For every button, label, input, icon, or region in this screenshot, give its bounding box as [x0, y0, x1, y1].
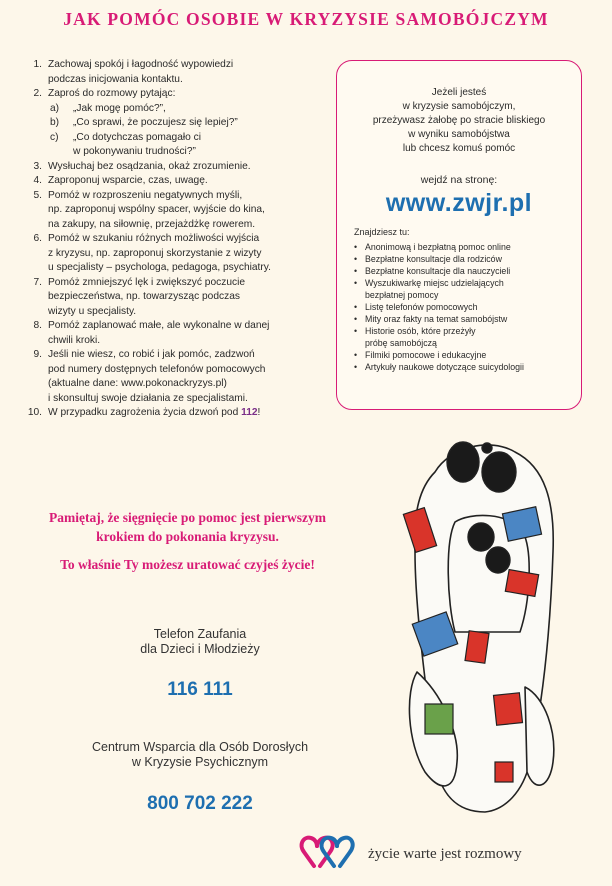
resource-item: • Bezpłatne konsultacje dla nauczycieli — [354, 265, 574, 277]
list-item — [26, 58, 326, 87]
intro-line: w wyniku samobójstwa — [408, 129, 510, 140]
step-number: 2. — [33, 88, 42, 99]
list-item — [26, 348, 326, 406]
step-text: podczas inicjowania kontaktu. — [48, 73, 183, 85]
remember-message: Pamiętaj, że sięgnięcie po pomoc jest pierwszym krokiem do pokonania kryzysu. — [48, 510, 327, 544]
step-text: np. zaproponuj wspólny spacer, wyjście do kina, — [48, 204, 265, 215]
box-intro — [337, 86, 581, 156]
step-number: 7. — [33, 276, 42, 288]
intro-line: przeżywasz żałobę po stracie bliskiego — [372, 115, 546, 126]
phone1-name: Telefon Zaufania dla Dzieci i Młodzieży — [140, 627, 260, 656]
step-text: u specjalisty – psychologa, pedagoga, psychiatry. — [48, 262, 271, 273]
help-steps-list — [26, 58, 326, 421]
step-text: Zaproś do rozmowy pytając: — [48, 88, 176, 99]
phone1-number[interactable]: 116 111 — [167, 679, 233, 700]
hugging-figures-illustration — [395, 432, 567, 820]
find-label: Znajdziesz tu: — [354, 227, 410, 237]
list-item — [26, 319, 326, 348]
list-item — [26, 174, 326, 189]
intro-line: lub chcesz komuś pomóc — [402, 143, 516, 154]
step-subitem: w pokonywaniu trudności?” — [73, 146, 196, 157]
list-item — [26, 87, 326, 160]
step-text: Zachowaj spokój i łagodność wypowiedzi — [48, 59, 234, 70]
resource-item: • Bezpłatne konsultacje dla rodziców — [354, 253, 574, 265]
step-subitem: a) „Jak mogę pomóc?”, — [48, 102, 326, 117]
intro-line: Jeżeli jesteś — [431, 87, 487, 98]
step-text: z kryzysu, np. zaproponuj skorzystanie z wizyty — [48, 247, 262, 259]
step-text: W przypadku zagrożenia życia dzwoń pod 112! — [48, 407, 261, 418]
intro-line: w kryzysie samobójczym, — [402, 101, 516, 112]
step-text: chwili kroki. — [48, 334, 101, 346]
step-text: Zaproponuj wsparcie, czas, uwagę. — [48, 175, 208, 186]
step-number: 5. — [33, 189, 42, 201]
step-text: Jeśli nie wiesz, co robić i jak pomóc, zadzwoń — [48, 349, 255, 360]
website-info-box — [336, 60, 582, 410]
phone2-number[interactable]: 800 702 222 — [147, 793, 253, 814]
step-number: 10. — [27, 407, 42, 418]
subitem-letter: c) — [50, 131, 59, 143]
visit-label: wejdź na stronę: — [420, 174, 498, 186]
resource-item: • Filmiki pomocowe i edukacyjne — [354, 349, 574, 361]
list-item — [26, 406, 326, 421]
step-number: 6. — [33, 233, 42, 244]
page-title: JAK POMÓC OSOBIE W KRYZYSIE SAMOBÓJCZYM — [63, 9, 549, 29]
subitem-letter: a) — [50, 102, 60, 114]
resource-item: • Listę telefonów pomocowych — [354, 301, 574, 313]
list-item — [26, 232, 326, 276]
phone2-name: Centrum Wsparcia dla Osób Dorosłych w Kryzysie Psychicznym — [91, 740, 309, 769]
step-text: na zakupy, na siłownię, przejażdżkę rowerem. — [48, 218, 256, 230]
logo-icon — [298, 832, 358, 872]
resource-item: • Wyszukiwarkę miejsc udzielających bezpłatnej pomocy — [354, 277, 574, 301]
step-text: Pomóż zaplanować małe, ale wykonalne w danej — [48, 320, 270, 331]
list-item — [26, 189, 326, 233]
step-number: 4. — [33, 175, 42, 186]
step-text: pod numery dostępnych telefonów pomocowych — [48, 363, 266, 375]
step-text: i skonsultuj swoje działania ze specjalistami. — [48, 392, 248, 404]
step-text: Pomóż w rozproszeniu negatywnych myśli, — [48, 189, 243, 201]
resource-item: • Mity oraz fakty na temat samobójstw — [354, 313, 574, 325]
save-life-message: To właśnie Ty możesz uratować czyjeś życie! — [60, 557, 315, 572]
step-number: 8. — [33, 320, 42, 331]
subitem-letter: b) — [50, 117, 60, 128]
resource-item: • Artykuły naukowe dotyczące suicydologii — [354, 361, 574, 373]
step-text: bezpieczeństwa, np. towarzysząc podczas — [48, 291, 240, 302]
step-text: Pomóż zmniejszyć lęk i zwiększyć poczucie — [48, 276, 246, 288]
website-link[interactable]: www.zwjr.pl — [385, 189, 533, 217]
step-text: (aktualne dane: www.pokonackryzys.pl) — [48, 378, 227, 389]
step-number: 3. — [33, 160, 42, 172]
step-subitem: b) „Co sprawi, że poczujesz się lepiej?” — [48, 116, 326, 131]
emergency-number: 112 — [241, 407, 258, 418]
step-number: 9. — [33, 349, 42, 360]
resource-item: • Anonimową i bezpłatną pomoc online — [354, 241, 574, 253]
list-item — [26, 276, 326, 320]
list-item — [26, 160, 326, 175]
step-text: Pomóż w szukaniu różnych możliwości wyjścia — [48, 233, 260, 244]
resource-item: • Historie osób, które przeżyły próbę samobójczą — [354, 325, 574, 349]
step-text: wizyty u specjalisty. — [48, 305, 137, 317]
step-number: 1. — [33, 59, 42, 70]
resources-list — [354, 241, 574, 373]
tagline: życie warte jest rozmowy — [368, 846, 522, 862]
step-text: Wysłuchaj bez osądzania, okaż zrozumienie. — [48, 160, 251, 172]
step-subitem: c) „Co dotychczas pomagało ci — [48, 131, 326, 146]
